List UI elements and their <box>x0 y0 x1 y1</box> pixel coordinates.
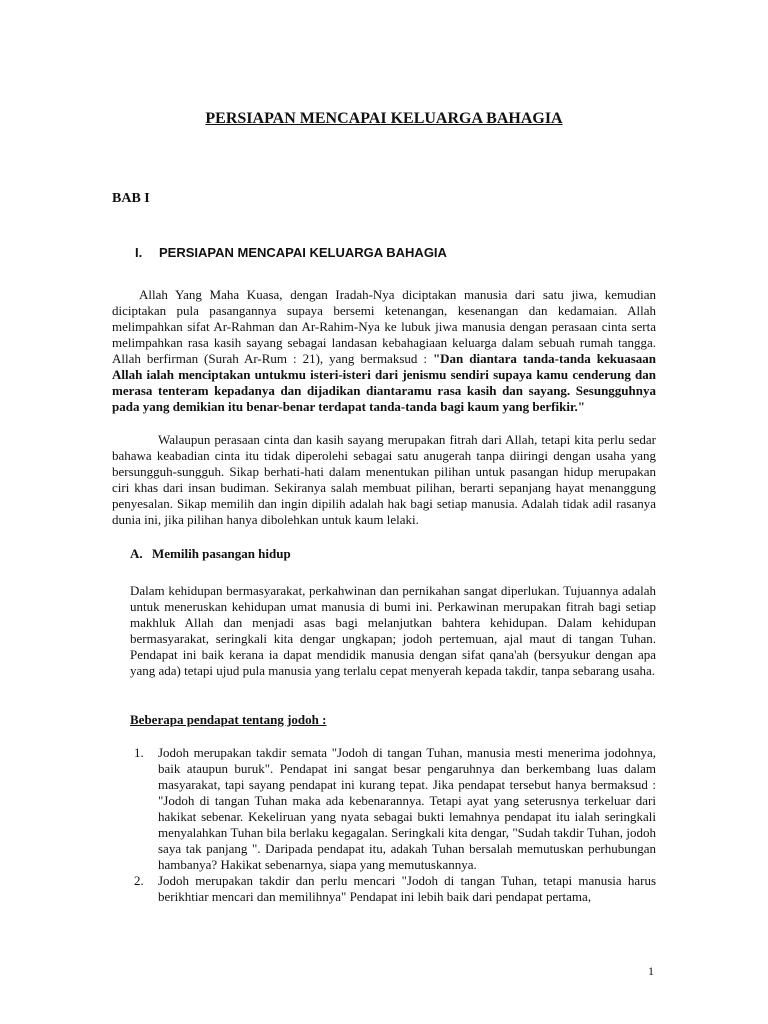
paragraph-love: Walaupun perasaan cinta dan kasih sayang merupakan fitrah dari Allah, tetapi kita perlu sedar bahawa keabadian cinta itu tidak diperolehi sebagai satu anugerah tanpa diiringi dengan usaha yang bersungguh-sungguh. Sikap berhati-hati dalam menentukan pilihan untuk pasangan hidup merupakan ciri khas dari insan budiman. Sekiranya salah membuat pilihan, berarti sepanjang hayat menanggung penyesalan. Sikap memilih dan ingin dipilih adalah hak bagi setiap manusia. Adalah tidak adil rasanya dunia ini, jika pilihan hanya dibolehkan untuk kaum lelaki. <box>112 432 656 527</box>
list-marker: 2. <box>134 873 144 888</box>
list-item <box>130 873 656 905</box>
subsection-number: A. <box>130 546 143 561</box>
section-heading <box>135 245 447 260</box>
section-number: I. <box>135 245 143 260</box>
subsection-heading <box>130 546 291 562</box>
subsection-title: Memilih pasangan hidup <box>152 546 291 561</box>
document-title: PERSIAPAN MENCAPAI KELUARGA BAHAGIA <box>205 110 563 127</box>
section-title: PERSIAPAN MENCAPAI KELUARGA BAHAGIA <box>159 245 447 260</box>
list-item-text: Jodoh merupakan takdir dan perlu mencari "Jodoh di tangan Tuhan, tetapi manusia harus berikhtiar mencari dan memilihnya" Pendapat ini lebih baik dari pendapat pertama, <box>158 873 656 904</box>
list-item-text: Jodoh merupakan takdir semata "Jodoh di tangan Tuhan, manusia mesti menerima jodohnya, baik ataupun buruk". Pendapat ini sangat besar pengaruhnya dan berkembang luas dalam masyarakat, tapi sayang pendapat ini kurang tepat. Jika pendapat tersebut hanya bermaksud : "Jodoh di tangan Tuhan maka ada kebenarannya. Tetapi ayat yang seterusnya terkeluar dari hakikat sebenar. Kekeliruan yang nyata sebagai bukti lemahnya pendapat itu ialah seringkali menyalahkan Tuhan bila berlaku kegagalan. Seringkali kita dengar, "Sudah takdir Tuhan, jodoh saya tak panjang ". Daripada pendapat itu, adakah Tuhan bersalah memutuskan perhubungan hambanya? Hakikat sebenarnya, siapa yang memutuskannya. <box>158 745 656 872</box>
paragraph-intro-text: Allah Yang Maha Kuasa, dengan Iradah-Nya diciptakan manusia dari satu jiwa, kemudian diciptakan pula pasangannya supaya bersemi ketenangan, kesenangan dan kedamaian. Allah melimpahkan sifat Ar-Rahman dan Ar-Rahim-Nya ke lubuk jiwa manusia dengan perasaan cinta serta melimpahkan rasa kasih sayang sebagai landasan kebahagiaan keluarga dalam sebuah rumah tangga. Allah berfirman (Surah Ar-Rum : 21), yang bermaksud : <box>112 287 656 366</box>
opinions-heading: Beberapa pendapat tentang jodoh : <box>130 712 327 727</box>
page-number: 1 <box>648 964 654 978</box>
list-marker: 1. <box>134 745 144 760</box>
quran-quote: "Dan diantara tanda-tanda kekuasaan Allah ialah menciptakan untukmu isteri-isteri dari jenismu sendiri supaya kamu cenderung dan merasa tenteram kepadanya dan dijadikan diantaramu rasa kasih dan sayang. Sesungguhnya pada yang demikian itu benar-benar terdapat tanda-tanda bagi kaum yang berfikir." <box>112 351 656 414</box>
list-item <box>130 745 656 873</box>
chapter-heading: BAB I <box>112 191 150 206</box>
paragraph-society: Dalam kehidupan bermasyarakat, perkahwinan dan pernikahan sangat diperlukan. Tujuannya adalah untuk meneruskan kehidupan umat manusia di bumi ini. Perkawinan merupakan fitrah bagi setiap makhluk Allah dan menjadi asas bagi melanjutkan bahtera kehidupan. Dalam kehidupan bermasyarakat, seringkali kita dengar ungkapan; jodoh pertemuan, ajal maut di tangan Tuhan. Pendapat ini baik kerana ia dapat mendidik manusia dengan sifat qana'ah (bersyukur dengan apa yang ada) tetapi ujud pula manusia yang terlalu cepat menyerah kepada takdir, tanpa sebarang usaha. <box>130 583 656 678</box>
opinions-list <box>130 745 656 905</box>
paragraph-intro <box>112 287 656 415</box>
